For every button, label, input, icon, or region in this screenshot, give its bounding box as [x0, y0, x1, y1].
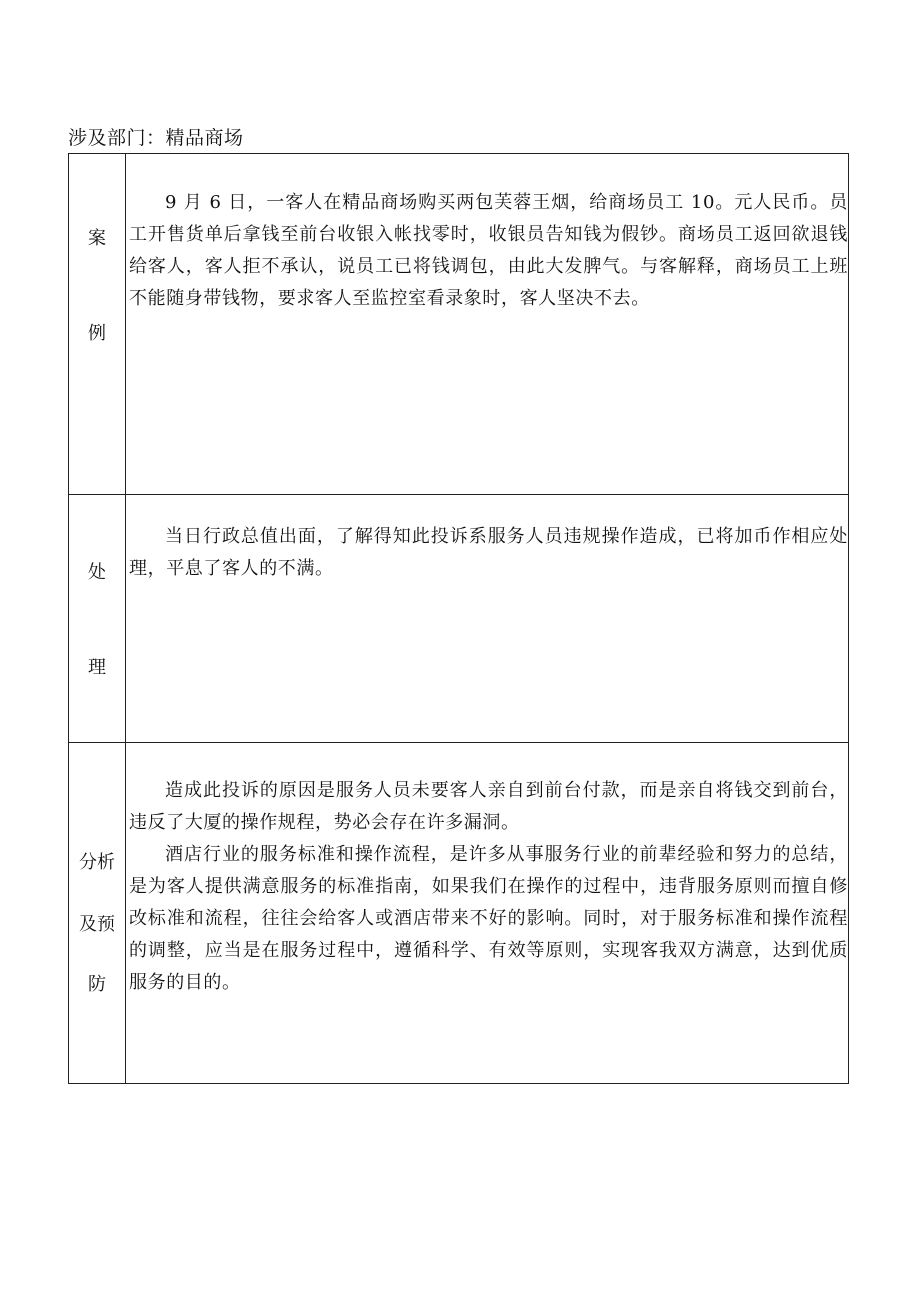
- handling-paragraph: 当日行政总值出面，了解得知此投诉系服务人员违规操作造成，已将加币作相应处理，平息了客人的不满。: [129, 526, 848, 579]
- analysis-content-cell: [126, 743, 849, 1084]
- case-content-cell: [126, 154, 849, 495]
- analysis-paragraph-2: 酒店行业的服务标准和操作流程，是许多从事服务行业的前辈经验和努力的总结，是为客人提供满意服务的标准指南，如果我们在操作的过程中，违背服务原则而擅自修改标准和流程，往往会给客人或酒店带来不好的影响。同时，对于服务标准和操作流程的调整，应当是在服务过程中，遵循科学、有效等原则，实现客我双方满意，达到优质服务的目的。: [129, 844, 848, 993]
- table-row-analysis: [69, 743, 849, 1084]
- case-label-char-2: 例: [88, 323, 106, 344]
- department-line: 涉及部门：精品商场: [68, 127, 244, 149]
- case-label-cell: [69, 154, 126, 495]
- handling-label-cell: [69, 495, 126, 743]
- case-report-table: [68, 153, 849, 1084]
- analysis-paragraph-1: 造成此投诉的原因是服务人员未要客人亲自到前台付款，而是亲自将钱交到前台，违反了大厦的操作规程，势必会存在许多漏洞。: [129, 780, 848, 833]
- analysis-label-line-2: 及预: [79, 914, 115, 935]
- table-row-case: [69, 154, 849, 495]
- analysis-label-cell: [69, 743, 126, 1084]
- handling-content-cell: [126, 495, 849, 743]
- case-paragraph: 9 月 6 日，一客人在精品商场购买两包芙蓉王烟，给商场员工 10。元人民币。员工开售货单后拿钱至前台收银入帐找零时，收银员告知钱为假钞。商场员工返回欲退钱给客人，客人拒不承认，说员工已将钱调包，由此大发脾气。与客解释，商场员工上班不能随身带钱物，要求客人至监控室看录象时，客人坚决不去。: [129, 192, 848, 309]
- analysis-label-line-1: 分析: [79, 852, 115, 873]
- table-row-handling: [69, 495, 849, 743]
- analysis-label-line-3: 防: [88, 974, 106, 995]
- handling-label-char-2: 理: [88, 657, 106, 678]
- case-label-char-1: 案: [88, 228, 106, 249]
- handling-label-char-1: 处: [88, 562, 106, 583]
